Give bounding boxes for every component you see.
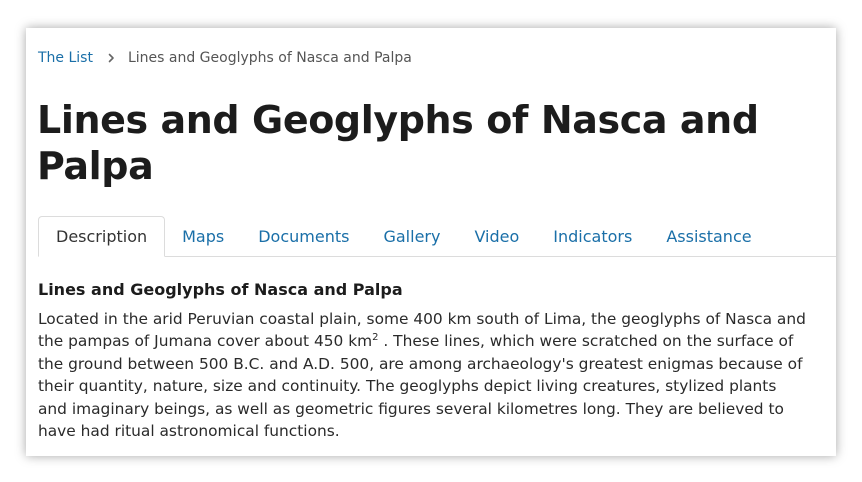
chevron-right-icon <box>107 52 116 64</box>
breadcrumb-current: Lines and Geoglyphs of Nasca and Palpa <box>127 50 412 66</box>
superscript-squared: 2 <box>372 332 379 344</box>
content-card <box>26 28 836 456</box>
section-heading: Lines and Geoglyphs of Nasca and Palpa <box>38 280 403 299</box>
tab-description[interactable]: Description <box>38 216 165 257</box>
tab-assistance[interactable]: Assistance <box>666 226 752 246</box>
tab-maps[interactable]: Maps <box>182 226 225 246</box>
tab-documents[interactable]: Documents <box>258 226 350 246</box>
description-paragraph <box>38 308 808 442</box>
description-text-part2: . These lines, which were scratched on the surface of the ground between 500 B.C. and A.D. 500, are among archaeology's greatest enigmas because of their quantity, nature, size and continuity. The geoglyphs depict living creatures, stylized plants and imaginary beings, as well as geometric figures several kilometres long. They are believed to have had ritual astronomical functions. <box>38 332 803 441</box>
breadcrumb <box>38 50 412 66</box>
page-title: Lines and Geoglyphs of Nasca and Palpa <box>37 98 759 188</box>
tab-gallery[interactable]: Gallery <box>383 226 441 246</box>
tab-bar <box>38 216 836 257</box>
breadcrumb-link-the-list[interactable]: The List <box>38 50 93 66</box>
tab-indicators[interactable]: Indicators <box>553 226 633 246</box>
description-text-part1: Located in the arid Peruvian coastal plain, some 400 km south of Lima, the geoglyphs of Nasca and the pampas of Jumana cover about 450 km <box>38 310 806 351</box>
tab-video[interactable]: Video <box>474 226 520 246</box>
